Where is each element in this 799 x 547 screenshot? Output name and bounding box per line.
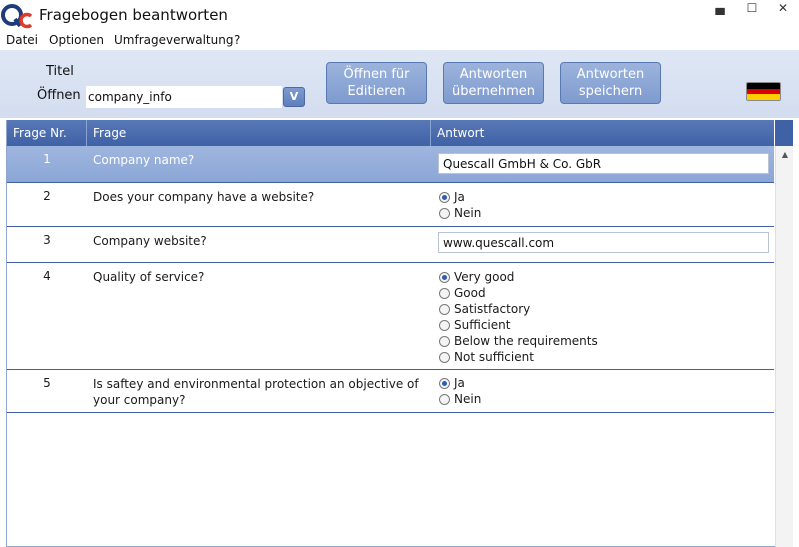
- radio-unchecked-icon[interactable]: [439, 304, 450, 315]
- radio-label: Very good: [454, 270, 515, 284]
- row-number: 3: [43, 233, 51, 247]
- radio-unchecked-icon[interactable]: [439, 336, 450, 347]
- menu-bar: [0, 32, 799, 50]
- radio-label: Satistfactory: [454, 302, 531, 316]
- radio-option[interactable]: [439, 333, 598, 349]
- radio-label: Sufficient: [454, 318, 511, 332]
- column-header-answer[interactable]: Antwort: [437, 126, 485, 140]
- radio-label: Good: [454, 286, 486, 300]
- radio-option[interactable]: [439, 269, 598, 285]
- title-label: Titel: [46, 64, 74, 79]
- window-title: Fragebogen beantworten: [39, 6, 228, 24]
- radio-option[interactable]: [439, 391, 481, 407]
- radio-label: Ja: [454, 376, 465, 390]
- question-text: Company website?: [93, 234, 207, 248]
- row-number: 5: [43, 376, 51, 390]
- table-row[interactable]: [7, 370, 774, 413]
- apply-answers-button[interactable]: [443, 62, 544, 104]
- radio-option[interactable]: [439, 349, 598, 365]
- scroll-up-arrow-icon[interactable]: ▲: [781, 150, 789, 159]
- answer-radio-group: [439, 375, 481, 407]
- answer-text-input[interactable]: [438, 153, 769, 174]
- radio-checked-icon[interactable]: [439, 378, 450, 389]
- title-bar: [0, 0, 799, 32]
- open-label: Öffnen: [37, 88, 81, 103]
- radio-unchecked-icon[interactable]: [439, 352, 450, 363]
- radio-label: Not sufficient: [454, 350, 534, 364]
- answer-radio-group: [439, 269, 598, 365]
- answer-text-input[interactable]: [438, 232, 769, 253]
- question-text: Does your company have a website?: [93, 190, 315, 204]
- minimize-button[interactable]: ▄: [715, 1, 725, 15]
- radio-label: Below the requirements: [454, 334, 598, 348]
- radio-checked-icon[interactable]: [439, 272, 450, 283]
- toolbar: [0, 50, 799, 118]
- question-text: Company name?: [93, 153, 195, 167]
- radio-option[interactable]: [439, 189, 481, 205]
- menu-optionen[interactable]: Optionen: [49, 33, 105, 47]
- radio-label: Ja: [454, 190, 465, 204]
- open-for-edit-button[interactable]: [326, 62, 427, 104]
- menu-datei[interactable]: Datei: [6, 33, 39, 47]
- row-number: 4: [43, 269, 51, 283]
- radio-label: Nein: [454, 392, 482, 406]
- table-header: [7, 120, 774, 146]
- radio-option[interactable]: [439, 301, 598, 317]
- radio-label: Nein: [454, 206, 482, 220]
- table-row[interactable]: [7, 146, 774, 183]
- radio-unchecked-icon[interactable]: [439, 320, 450, 331]
- radio-option[interactable]: [439, 285, 598, 301]
- radio-unchecked-icon[interactable]: [439, 208, 450, 219]
- close-button[interactable]: ✕: [777, 1, 789, 15]
- column-header-nr[interactable]: Frage Nr.: [7, 120, 87, 146]
- radio-unchecked-icon[interactable]: [439, 288, 450, 299]
- open-edit-label-1: Öffnen für: [343, 67, 410, 82]
- german-flag-icon[interactable]: [746, 82, 781, 101]
- row-number: 2: [43, 189, 51, 203]
- table-row[interactable]: [7, 183, 774, 227]
- table-row[interactable]: [7, 227, 774, 263]
- open-edit-label-2: Editieren: [347, 84, 406, 99]
- maximize-button[interactable]: ☐: [746, 1, 758, 15]
- save-answers-button[interactable]: [560, 62, 661, 104]
- scrollbar-header-corner: [775, 120, 793, 146]
- radio-checked-icon[interactable]: [439, 192, 450, 203]
- menu-umfrageverwaltung[interactable]: Umfrageverwaltung: [114, 33, 234, 47]
- flag-stripe: [747, 94, 780, 100]
- save-label-1: Antworten: [576, 67, 645, 82]
- radio-option[interactable]: [439, 317, 598, 333]
- vertical-scrollbar[interactable]: [775, 146, 793, 547]
- app-logo-icon: [1, 1, 33, 29]
- radio-option[interactable]: [439, 375, 481, 391]
- save-label-2: speichern: [578, 84, 643, 99]
- table-row[interactable]: [7, 263, 774, 370]
- open-dropdown-button[interactable]: V: [283, 87, 305, 107]
- radio-unchecked-icon[interactable]: [439, 394, 450, 405]
- apply-label-1: Antworten: [459, 67, 528, 82]
- answer-radio-group: [439, 189, 481, 221]
- column-header-question[interactable]: Frage: [87, 120, 431, 146]
- open-questionnaire-input[interactable]: [86, 86, 282, 108]
- question-text: Quality of service?: [93, 270, 205, 284]
- questions-table: [6, 120, 793, 547]
- menu-help[interactable]: ?: [234, 33, 241, 47]
- question-text: Is saftey and environmental protection an objective of your company?: [93, 377, 419, 407]
- apply-label-2: übernehmen: [452, 84, 535, 99]
- radio-option[interactable]: [439, 205, 481, 221]
- row-number: 1: [43, 152, 51, 166]
